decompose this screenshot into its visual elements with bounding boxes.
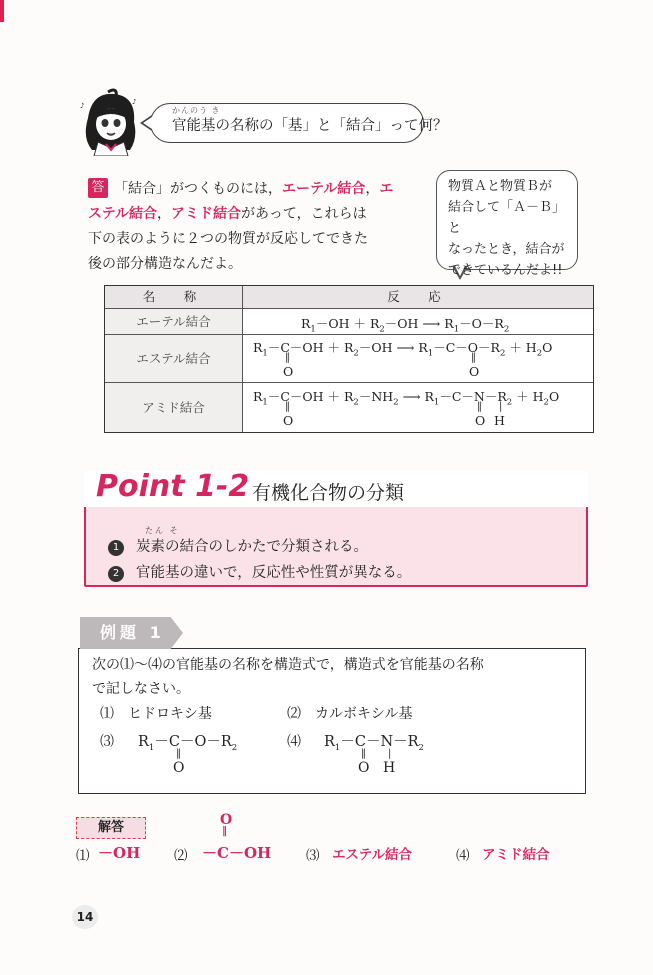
- question-text: 官能基の名称の「基」と「結合」って何？: [172, 118, 448, 134]
- solution-number: ⑷: [456, 848, 470, 864]
- example-text: で記しなさい。: [92, 681, 190, 697]
- point-ruby: たん そ: [145, 526, 180, 535]
- example-question: ⑷: [287, 734, 301, 750]
- solution-answer: －C－OH: [202, 844, 272, 862]
- reaction-formula: $R_1-OH + R_2-OH$ ⟶ $R_1-O-R_2$: [301, 316, 510, 335]
- table-row-name: エステル結合: [105, 335, 242, 382]
- point-item: 1 炭素の結合のしかたで分類される。: [108, 535, 368, 556]
- example-question: ⑶: [100, 734, 114, 750]
- table-header-reaction: 反 応: [243, 286, 593, 308]
- solution-answer: －OH: [98, 844, 141, 862]
- question-ruby: かんのう き: [172, 106, 221, 115]
- circled-number-icon: 2: [108, 566, 124, 582]
- reaction-formula: $R_1-C-OH + R_2-OH$ ⟶ $R_1-C-O-R_2 + H_2O$: [253, 340, 553, 359]
- example-question: ⑵ カルボキシル基: [287, 706, 413, 722]
- top-edge-mark: [0, 0, 4, 22]
- svg-text:♪: ♪: [132, 98, 137, 106]
- character-illustration-icon: [78, 88, 142, 156]
- circled-number-icon: 1: [108, 540, 124, 556]
- svg-text:♪: ♪: [80, 102, 85, 110]
- structure-formula: $R_1-C-O-R_2$: [138, 734, 238, 753]
- point-item: 2 官能基の違いで，反応性や性質が異なる。: [108, 561, 411, 582]
- reaction-formula: $R_1-C-OH + R_2-NH_2$ ⟶ $R_1-C-N-R_2 + H_2O$: [253, 389, 560, 408]
- solution-answer: エステル結合: [332, 847, 413, 863]
- example-text: 次の⑴〜⑷の官能基の名称を構造式で，構造式を官能基の名称: [92, 657, 484, 673]
- solution-number: ⑶: [306, 848, 320, 864]
- point-title: 有機化合物の分類: [252, 482, 405, 504]
- page-number: 14: [72, 905, 98, 929]
- structure-formula: $R_1-C-N-R_2$: [324, 734, 424, 753]
- table-header-name: 名 称: [105, 286, 242, 308]
- example-label: 例題 1: [100, 623, 165, 642]
- solution-number: ⑴: [76, 848, 90, 864]
- table-row-name: エーテル結合: [105, 309, 242, 334]
- answer-text: 「結合」がつくものには，エーテル結合，エ ステル結合，アミド結合があって，これらは 下の表のように２つの物質が反応してできた 後の部分構造なんだよ。: [88, 181, 394, 272]
- example-question: ⑴ ヒドロキシ基: [100, 706, 212, 722]
- aside-text: 物質Ａと物質Ｂが 結合して「Ａ－Ｂ」と なったとき，結合が できているんだよ!!: [448, 179, 566, 278]
- solution-number: ⑵: [174, 848, 188, 864]
- point-label: Point 1-2: [96, 469, 250, 504]
- solution-answer: アミド結合: [482, 847, 550, 863]
- bond-table: 名 称 反 応 エーテル結合 エステル結合 アミド結合 $R_1-OH + R_2-OH$ ⟶ $R_1-O-R_2$ $R_1-C-OH + R_2-OH$ ⟶ $R_1-C-O-R_2 + H_2O$ ‖ O ‖ O $R_1-C-OH + R_2-NH_2$ ⟶ $R_1-C-N-R_2 + H_2O$ ‖ O ‖ O | H: [104, 285, 594, 433]
- table-row-name: アミド結合: [105, 383, 242, 432]
- speech-bubble-tail-inner: [143, 117, 152, 129]
- solution-label: 解答: [76, 817, 146, 839]
- answer-icon: 答: [88, 178, 108, 198]
